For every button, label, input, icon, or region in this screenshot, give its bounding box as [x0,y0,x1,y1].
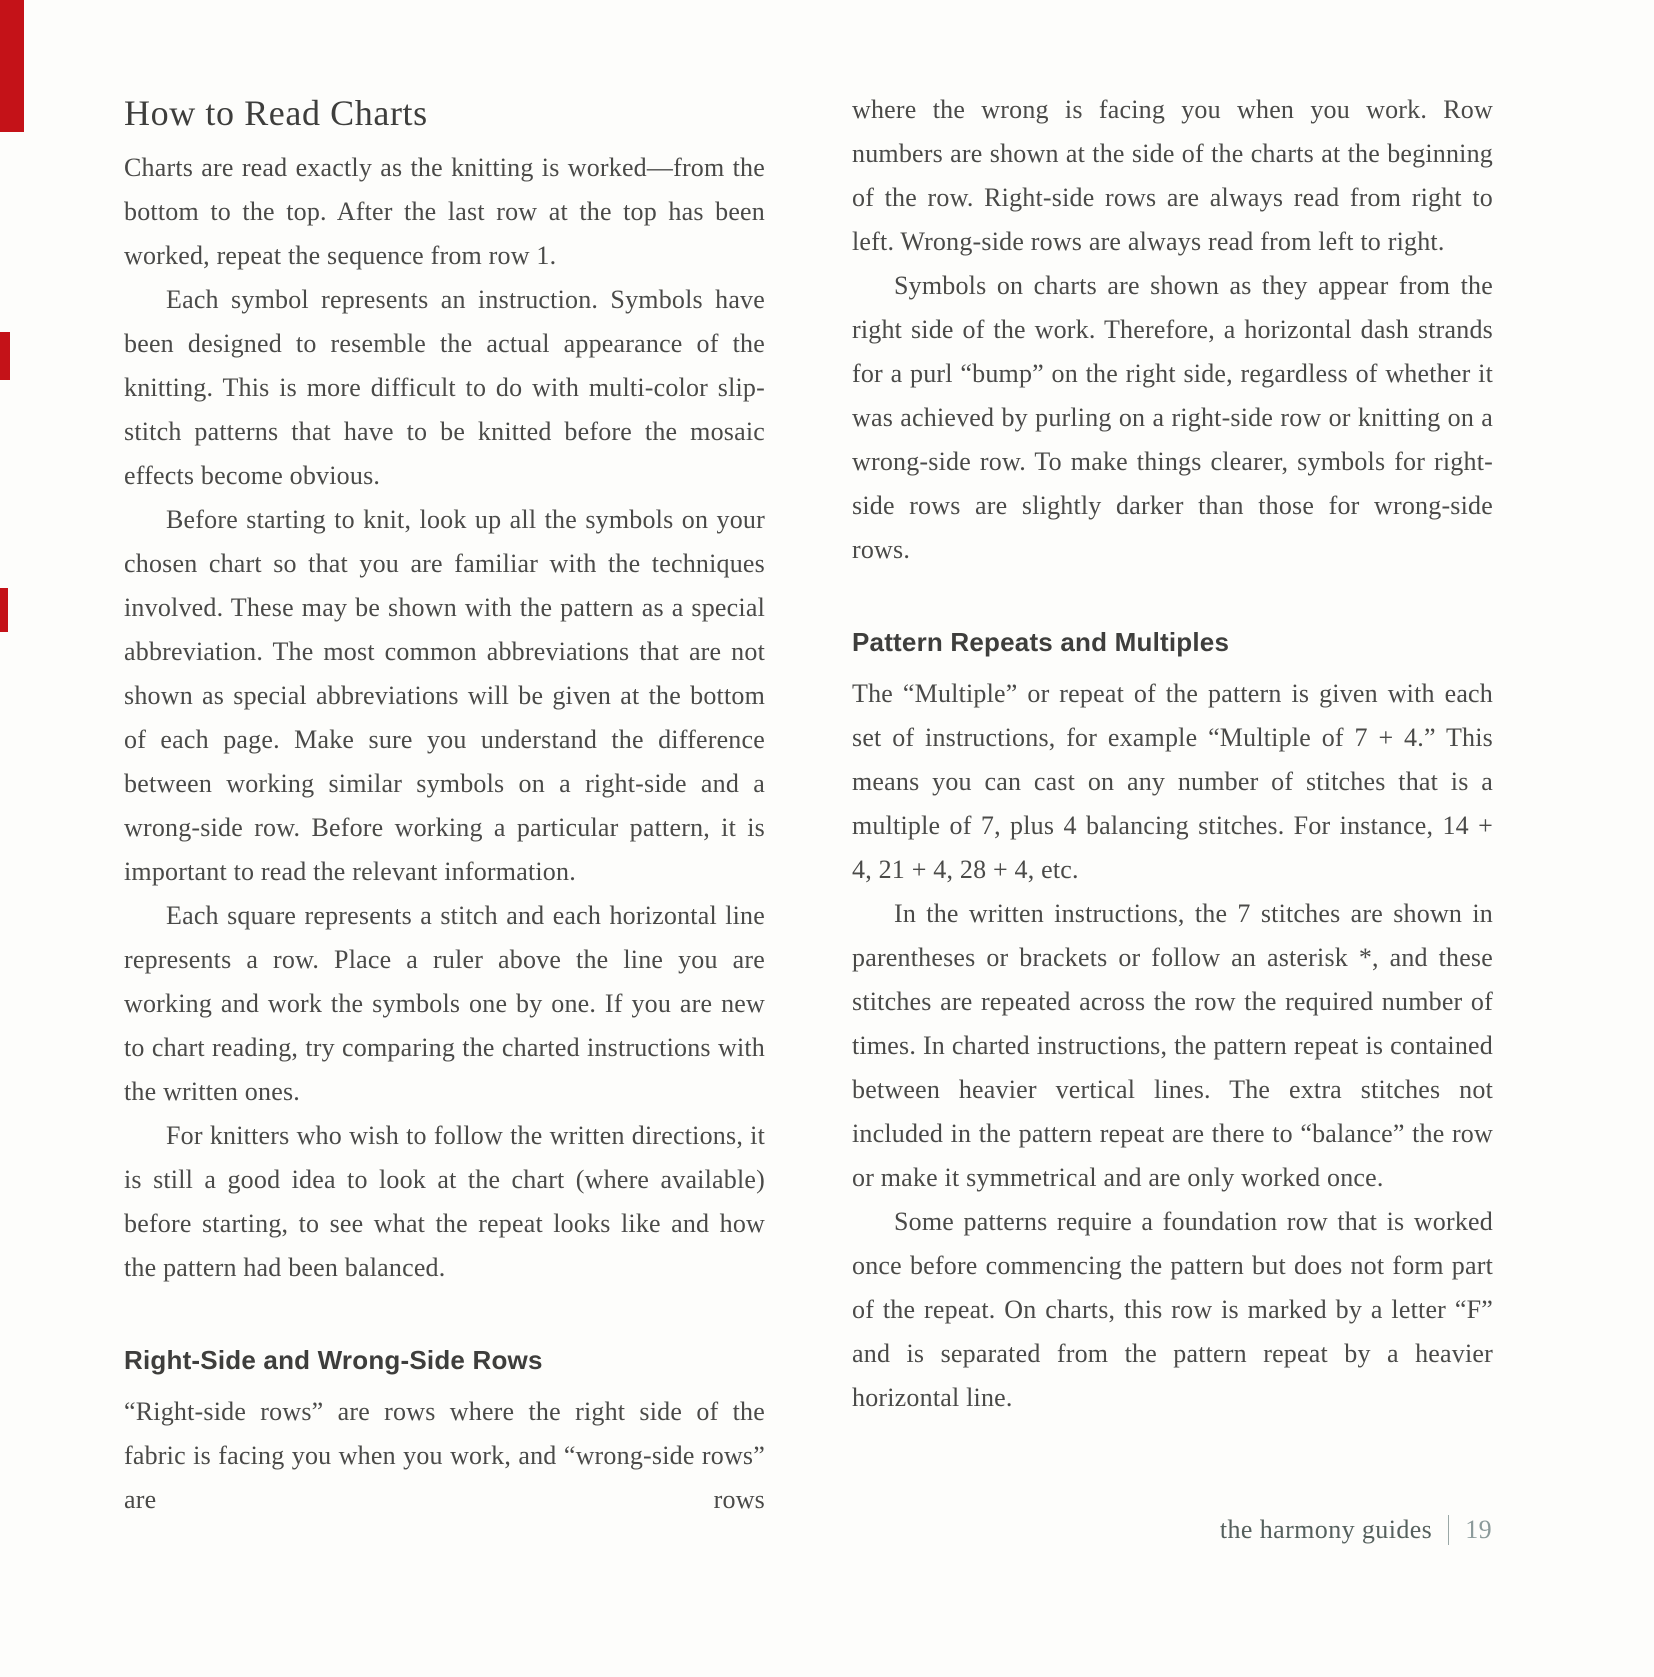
paragraph: Before starting to knit, look up all the symbols on your chosen chart so that you are familiar with the techniques involved. These may be shown with the pattern as a special abbreviation. The most common abbreviations that are not shown as special abbreviations will be given at the bottom of each page. Make sure you understand the difference between working similar symbols on a right-side and a wrong-side row. Before working a particular pattern, it is important to read the relevant information. [124,505,765,886]
scan-artifact [0,332,10,380]
imprint: the harmony guides [1219,1515,1433,1544]
paragraph: Each symbol represents an instruction. Symbols have been designed to resemble the actual appearance of the knitting. This is more difficult to do with multi-color slip-stitch patterns that have to be knitted before the mosaic effects become obvious. [124,285,765,490]
page-footer [1220,1515,1492,1545]
scan-artifact [0,588,8,632]
footer-divider [1448,1515,1449,1545]
right-column [852,88,1493,1420]
subheading-right-wrong-rows: Right-Side and Wrong-Side Rows [124,1345,543,1375]
paragraph: Some patterns require a foundation row that is worked once before commencing the pattern but does not form part of the repeat. On charts, this row is marked by a letter “F” and is separated from the pattern repeat by a heavier horizontal line. [852,1207,1493,1412]
paragraph: Symbols on charts are shown as they appear from the right side of the work. Therefore, a horizontal dash strands for a purl “bump” on the right side, regardless of whether it was achieved by purling on a right-side row or knitting on a wrong-side row. To make things clearer, symbols for right-side rows are slightly darker than those for wrong-side rows. [852,271,1493,564]
paragraph: For knitters who wish to follow the written directions, it is still a good idea to look at the chart (where available) before starting, to see what the repeat looks like and how the pattern had been balanced. [124,1121,765,1282]
paragraph: Charts are read exactly as the knitting is worked—from the bottom to the top. After the last row at the top has been worked, repeat the sequence from row 1. [124,153,765,270]
scan-artifact [0,0,24,132]
paragraph: “Right-side rows” are rows where the right side of the fabric is facing you when you work, and “wrong-side rows” are rows [124,1397,765,1514]
paragraph: where the wrong is facing you when you work. Row numbers are shown at the side of the charts at the beginning of the row. Right-side rows are always read from right to left. Wrong-side rows are always read from left to right. [852,95,1493,256]
left-column [124,88,765,1522]
page-number: 19 [1465,1515,1492,1544]
paragraph: The “Multiple” or repeat of the pattern is given with each set of instructions, for example “Multiple of 7 + 4.” This means you can cast on any number of stitches that is a multiple of 7, plus 4 balancing stitches. For instance, 14 + 4, 21 + 4, 28 + 4, etc. [852,679,1493,884]
subheading-pattern-repeats: Pattern Repeats and Multiples [852,627,1230,657]
page-title: How to Read Charts [124,93,428,133]
paragraph: Each square represents a stitch and each horizontal line represents a row. Place a ruler above the line you are working and work the symbols one by one. If you are new to chart reading, try comparing the charted instructions with the written ones. [124,901,765,1106]
paragraph: In the written instructions, the 7 stitches are shown in parentheses or brackets or follow an asterisk *, and these stitches are repeated across the row the required number of times. In charted instructions, the pattern repeat is contained between heavier vertical lines. The extra stitches not included in the pattern repeat are there to “balance” the row or make it symmetrical and are only worked once. [852,899,1493,1192]
